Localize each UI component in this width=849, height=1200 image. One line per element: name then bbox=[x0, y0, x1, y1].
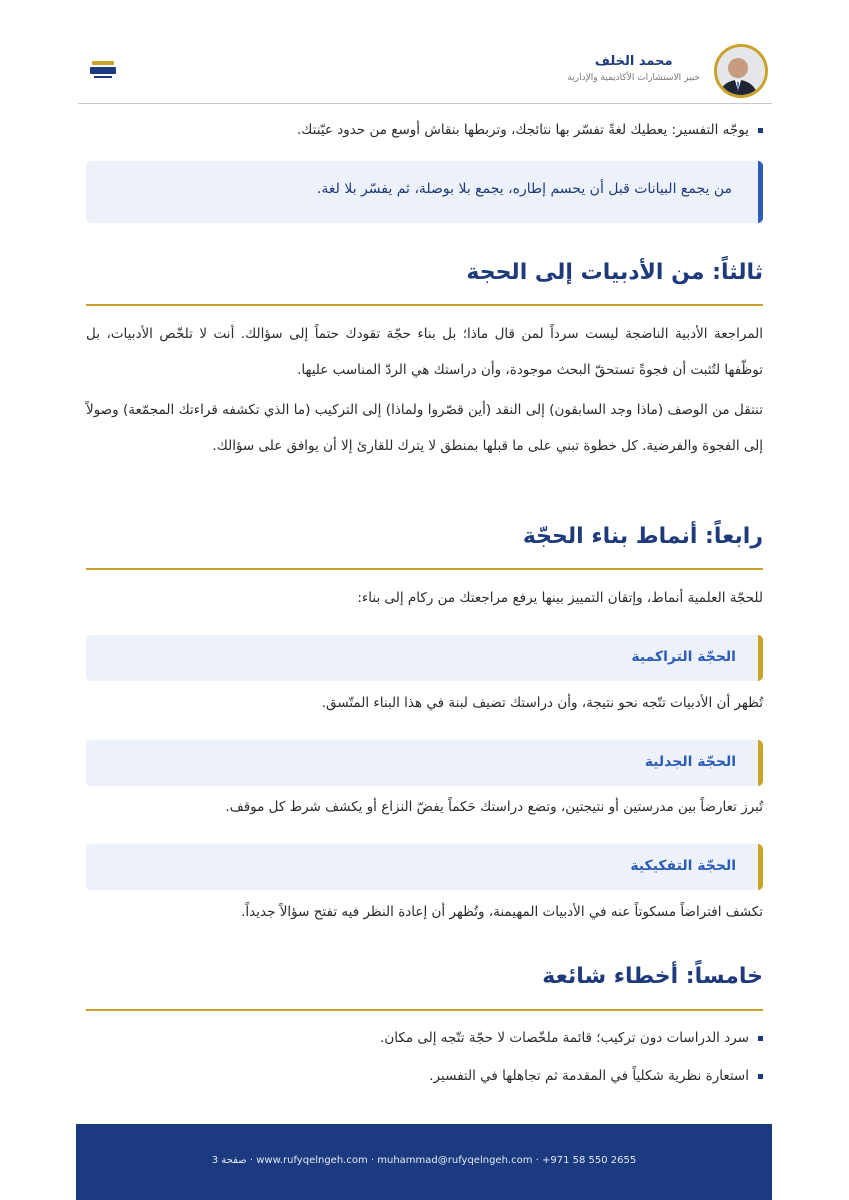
person-icon bbox=[714, 47, 765, 98]
quote-callout bbox=[86, 161, 763, 223]
pattern-description: تُبرز تعارضاً بين مدرستين أو نتيجتين، وتضع دراستك حَكماً يفضّ النزاع أو يكشف شرط كل موقف. bbox=[225, 799, 763, 815]
author-title: خبير الاستشارات الأكاديمية والإدارية bbox=[567, 73, 700, 83]
section4-rule bbox=[86, 568, 763, 570]
pattern-title: الحجّة الجدلية bbox=[644, 754, 736, 770]
brand-logo-icon bbox=[88, 58, 118, 82]
section3-paragraph-1: المراجعة الأدبية الناضجة ليست سرداً لمن قال ماذا؛ بل بناء حجّة تقودك حتماً إلى سؤالك. أنت لا تلخّص الأدبيات، بل توظّفها لتُثبت أن فجوةً تستحقّ البحث موجودة، وأن دراستك هي الردّ المناسب عليها. bbox=[86, 326, 763, 378]
section5-heading: خامساً: أخطاء شائعة bbox=[542, 964, 763, 989]
list-item: استعارة نظرية شكلياً في المقدمة ثم تجاهلها في التفسير. bbox=[429, 1068, 763, 1084]
quote-text: من يجمع البيانات قبل أن يحسم إطاره، يجمع بلا بوصلة، ثم يفسّر بلا لغة. bbox=[316, 181, 732, 197]
author-avatar bbox=[714, 44, 768, 98]
footer-contact-text: صفحة 3 · www.rufyqelngeh.com · muhammad@rufyqelngeh.com · +971 58 550 2655 bbox=[211, 1155, 637, 1166]
bullet-square-icon bbox=[758, 1074, 763, 1079]
pattern-description: تُظهر أن الأدبيات تتّجه نحو نتيجة، وأن دراستك تضيف لبنة في هذا البناء المتّسق. bbox=[321, 695, 763, 711]
page-footer bbox=[76, 1124, 772, 1200]
section3-paragraph-2: تنتقل من الوصف (ماذا وجد السابقون) إلى النقد (أين قصّروا ولماذا) إلى التركيب (ما الذي تكشفه قراءتك المجمّعة) وصولاً إلى الفجوة والفرضية. كل خطوة تبني على ما قبلها بمنطق لا يترك للقارئ إلا أن يوافق على سؤالك. bbox=[86, 402, 763, 454]
section3-rule bbox=[86, 304, 763, 306]
pattern-description: تكشف افتراضاً مسكوتاً عنه في الأدبيات المهيمنة، وتُظهر أن إعادة النظر فيه تفتح سؤالاً جديداً. bbox=[241, 904, 763, 920]
author-block bbox=[567, 54, 700, 83]
pattern-card-cumulative bbox=[86, 635, 763, 681]
page-header bbox=[78, 40, 772, 104]
list-item: سرد الدراسات دون تركيب؛ قائمة ملخّصات لا حجّة تتّجه إلى مكان. bbox=[380, 1030, 763, 1046]
section5-rule bbox=[86, 1009, 763, 1011]
bullet-square-icon bbox=[758, 128, 763, 133]
pattern-title: الحجّة التفكيكية bbox=[630, 858, 736, 874]
section4-intro: للحجّة العلمية أنماط، وإتقان التمييز بينها يرفع مراجعتك من ركام إلى بناء: bbox=[357, 590, 763, 606]
author-name: محمد الخلف bbox=[594, 54, 673, 69]
section3-heading: ثالثاً: من الأدبيات إلى الحجة bbox=[466, 260, 763, 285]
pattern-card-dialectical bbox=[86, 740, 763, 786]
pattern-card-deconstructive bbox=[86, 844, 763, 890]
section4-heading: رابعاً: أنماط بناء الحجّة bbox=[522, 524, 763, 549]
pattern-title: الحجّة التراكمية bbox=[631, 649, 736, 665]
bullet-square-icon bbox=[758, 1036, 763, 1041]
intro-bullet: يوجّه التفسير: يعطيك لغةً تفسّر بها نتائجك، وتربطها بنقاش أوسع من حدود عيّنتك. bbox=[297, 122, 763, 138]
